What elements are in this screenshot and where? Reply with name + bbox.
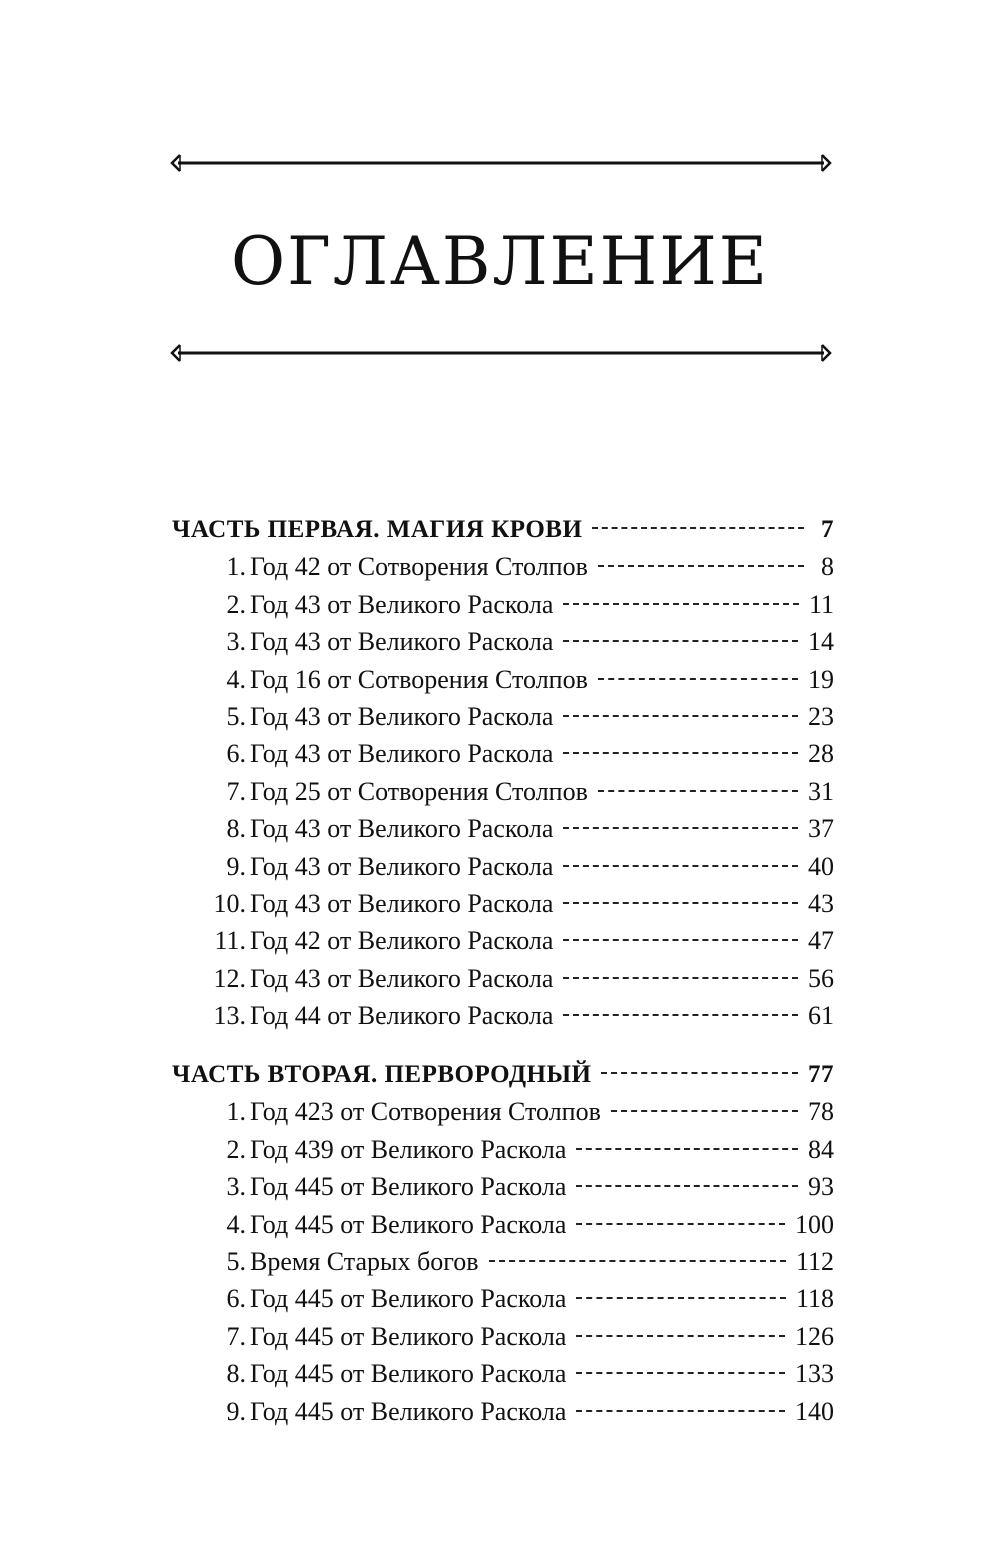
- toc-chapter-entry[interactable]: [200, 549, 834, 585]
- chapter-number: 1.: [226, 552, 246, 582]
- chapter-title: Год 44 от Великого Раскола: [250, 1001, 554, 1031]
- dotted-leader: [598, 790, 798, 792]
- page-number: 37: [808, 814, 834, 844]
- chapter-title: Год 445 от Великого Раскола: [250, 1321, 567, 1351]
- page-number: 112: [795, 1247, 834, 1276]
- chapter-title: Год 445 от Великого Раскола: [250, 1209, 567, 1239]
- page-number: 8: [821, 552, 834, 582]
- toc-chapter-entry[interactable]: [200, 1169, 834, 1205]
- page-number: 61: [808, 1001, 834, 1031]
- page-number: 11: [808, 589, 834, 619]
- chapter-title: Год 43 от Великого Раскола: [250, 702, 554, 731]
- toc-chapter-entry[interactable]: [200, 624, 834, 660]
- dotted-leader: [563, 977, 798, 979]
- chapter-title: Год 43 от Великого Раскола: [250, 963, 554, 993]
- part-title: ЧАСТЬ ПЕРВАЯ. МАГИЯ КРОВИ: [172, 516, 583, 543]
- toc-chapter-entry[interactable]: [200, 1394, 834, 1430]
- toc-chapter-entry[interactable]: [200, 886, 834, 922]
- toc-chapter-entry[interactable]: [200, 1319, 834, 1355]
- page-number: 14: [808, 627, 834, 657]
- page-number: 118: [795, 1284, 834, 1314]
- dotted-leader: [576, 1410, 785, 1412]
- chapter-number: 3.: [226, 627, 246, 657]
- dotted-leader: [576, 1372, 785, 1374]
- dotted-leader: [563, 1014, 798, 1016]
- chapter-number: 5.: [226, 1247, 246, 1276]
- chapter-title: Год 445 от Великого Раскола: [250, 1396, 567, 1426]
- page-title: ОГЛАВЛЕНИЕ: [231, 223, 769, 300]
- chapter-number: 7.: [226, 776, 246, 806]
- toc-part-heading[interactable]: [172, 1057, 834, 1093]
- toc-chapter-entry[interactable]: [200, 849, 834, 885]
- page-number: 78: [808, 1097, 834, 1127]
- chapter-title: Год 439 от Великого Раскола: [250, 1134, 567, 1164]
- toc-chapter-entry[interactable]: [200, 774, 834, 810]
- dotted-leader: [563, 715, 798, 717]
- chapter-title: Год 25 от Сотворения Столпов: [250, 776, 588, 806]
- dotted-leader: [576, 1297, 786, 1299]
- chapter-number: 2.: [226, 1134, 246, 1164]
- chapter-title: Год 43 от Великого Раскола: [250, 851, 554, 881]
- page-number: 7: [821, 516, 834, 543]
- dotted-leader: [576, 1148, 798, 1150]
- toc-part-heading[interactable]: [172, 512, 834, 548]
- chapter-number: 5.: [226, 702, 246, 731]
- chapter-title: Год 43 от Великого Раскола: [250, 589, 554, 619]
- chapter-number: 10.: [213, 889, 246, 918]
- chapter-title: Год 445 от Великого Раскола: [250, 1359, 567, 1389]
- toc-chapter-entry[interactable]: [200, 1281, 834, 1317]
- chapter-number: 1.: [226, 1097, 246, 1127]
- chapter-number: 8.: [226, 1359, 246, 1389]
- dotted-leader: [576, 1335, 785, 1337]
- page-number: 84: [808, 1134, 834, 1164]
- toc-chapter-entry[interactable]: [200, 699, 834, 735]
- chapter-number: 4.: [226, 1209, 246, 1239]
- chapter-title: Год 445 от Великого Раскола: [250, 1172, 567, 1202]
- dotted-leader: [611, 1110, 798, 1112]
- dotted-leader: [563, 865, 798, 867]
- chapter-number: 2.: [226, 589, 246, 619]
- dotted-leader: [598, 678, 798, 680]
- toc-chapter-entry[interactable]: [200, 1356, 834, 1392]
- toc-chapter-entry[interactable]: [200, 1207, 834, 1243]
- page-number: 56: [808, 963, 834, 993]
- dotted-leader: [563, 603, 799, 605]
- page-number: 126: [795, 1321, 834, 1351]
- dotted-leader: [576, 1223, 785, 1225]
- toc-chapter-entry[interactable]: [200, 923, 834, 959]
- page-number: 28: [808, 739, 834, 769]
- toc-chapter-entry[interactable]: [200, 662, 834, 698]
- dotted-leader: [563, 827, 798, 829]
- toc-chapter-entry[interactable]: [200, 961, 834, 997]
- page-number: 100: [795, 1209, 834, 1239]
- chapter-title: Год 43 от Великого Раскола: [250, 814, 554, 844]
- page-number: 40: [808, 851, 834, 881]
- chapter-title: Год 42 от Сотворения Столпов: [250, 552, 588, 582]
- chapter-number: 9.: [226, 1396, 246, 1426]
- dotted-leader: [592, 527, 804, 529]
- page-number: 31: [808, 776, 834, 806]
- toc-chapter-entry[interactable]: [200, 1094, 834, 1130]
- page-number: 19: [808, 664, 834, 694]
- chapter-number: 13.: [213, 1001, 246, 1031]
- chapter-number: 9.: [226, 851, 246, 881]
- chapter-number: 4.: [226, 664, 246, 694]
- toc-chapter-entry[interactable]: [200, 1132, 834, 1168]
- page-number: 133: [795, 1359, 834, 1389]
- chapter-number: 12.: [213, 963, 246, 993]
- part-title: ЧАСТЬ ВТОРАЯ. ПЕРВОРОДНЫЙ: [172, 1061, 592, 1088]
- chapter-number: 6.: [226, 1284, 246, 1314]
- dotted-leader: [598, 565, 804, 567]
- dotted-leader: [563, 640, 798, 642]
- chapter-number: 11.: [214, 926, 246, 956]
- dotted-leader: [563, 939, 798, 941]
- chapter-title: Год 16 от Сотворения Столпов: [250, 664, 588, 694]
- chapter-title: Время Старых богов: [250, 1247, 479, 1276]
- toc-chapter-entry[interactable]: [200, 587, 834, 623]
- page-number: 43: [808, 889, 834, 918]
- chapter-number: 8.: [226, 814, 246, 844]
- chapter-number: 3.: [226, 1172, 246, 1202]
- toc-chapter-entry[interactable]: [200, 736, 834, 772]
- chapter-title: Год 43 от Великого Раскола: [250, 739, 554, 769]
- chapter-title: Год 42 от Великого Раскола: [250, 926, 554, 956]
- dotted-leader: [601, 1072, 798, 1074]
- chapter-number: 6.: [226, 739, 246, 769]
- page-number: 77: [808, 1061, 834, 1088]
- chapter-title: Год 423 от Сотворения Столпов: [250, 1097, 601, 1127]
- toc-chapter-entry[interactable]: [200, 811, 834, 847]
- page-number: 47: [808, 926, 834, 956]
- dotted-leader: [563, 752, 798, 754]
- dotted-leader: [563, 902, 798, 904]
- page-number: 140: [795, 1396, 834, 1426]
- chapter-title: Год 43 от Великого Раскола: [250, 889, 554, 918]
- chapter-number: 7.: [226, 1321, 246, 1351]
- chapter-title: Год 445 от Великого Раскола: [250, 1284, 567, 1314]
- toc-chapter-entry[interactable]: [200, 998, 834, 1034]
- dotted-leader: [489, 1260, 786, 1262]
- page-number: 93: [808, 1172, 834, 1202]
- dotted-leader: [576, 1185, 798, 1187]
- toc-chapter-entry[interactable]: [200, 1244, 834, 1280]
- page-number: 23: [808, 702, 834, 731]
- chapter-title: Год 43 от Великого Раскола: [250, 627, 554, 657]
